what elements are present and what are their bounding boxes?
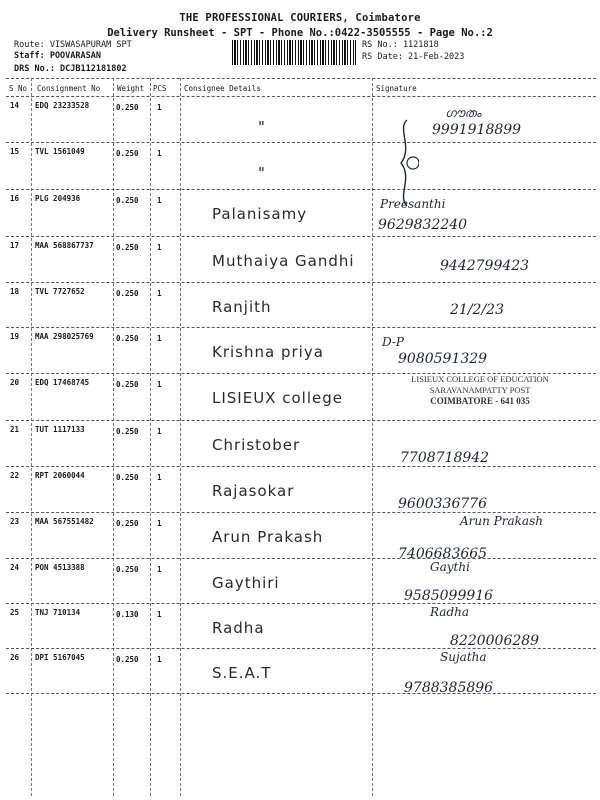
row-consignment-no: MAA 568867737	[35, 241, 94, 250]
row-divider	[6, 512, 596, 513]
row-signature-name: ഗൗതം	[445, 106, 482, 120]
row-consignment-no: TUT 1117133	[35, 425, 85, 434]
row-weight: 0.250	[116, 149, 139, 158]
row-signature-name: D-P	[382, 335, 404, 349]
row-sno: 24	[10, 563, 20, 572]
row-consignee: Gaythiri	[212, 574, 280, 592]
college-stamp	[380, 374, 580, 407]
col-header-weight: Weight	[117, 84, 145, 93]
row-divider	[6, 693, 596, 694]
row-pcs: 1	[157, 103, 162, 112]
col-divider-weight	[150, 78, 151, 796]
row-consignment-no: TVL 1561049	[35, 147, 85, 156]
row-consignee: S.E.A.T	[212, 664, 272, 682]
stamp-line-2: SARAVANAMPATTY POST	[429, 385, 531, 395]
stamp-line-1: LISIEUX COLLEGE OF EDUCATION	[411, 374, 549, 384]
row-divider	[6, 648, 596, 649]
row-weight: 0.250	[116, 565, 139, 574]
rs-number: RS No.: 1121818	[362, 40, 439, 50]
row-consignee: Krishna priya	[212, 343, 324, 361]
route-label: Route: VISWASAPURAM SPT	[14, 40, 132, 50]
row-sno: 17	[10, 241, 20, 250]
row-weight: 0.250	[116, 519, 139, 528]
row-consignment-no: TNJ 710134	[35, 608, 81, 617]
row-weight: 0.250	[116, 380, 139, 389]
row-sno: 26	[10, 653, 20, 662]
row-weight: 0.250	[116, 473, 139, 482]
row-signature-phone: 9442799423	[440, 258, 530, 274]
row-sno: 18	[10, 287, 20, 296]
row-consignee: Muthaiya Gandhi	[212, 252, 355, 270]
table-header-rule	[6, 96, 596, 97]
col-header-consignment: Consignment No	[37, 84, 101, 93]
row-pcs: 1	[157, 243, 162, 252]
drs-label: DRS No.: DCJB112181802	[14, 64, 127, 74]
row-consignment-no: MAA 298025769	[35, 332, 94, 341]
row-sno: 16	[10, 194, 20, 203]
brace-mark	[393, 118, 419, 208]
row-pcs: 1	[157, 427, 162, 436]
row-pcs: 1	[157, 334, 162, 343]
row-signature-phone: 9629832240	[378, 217, 468, 233]
row-signature-phone: 8220006289	[450, 633, 540, 649]
staff-label: Staff: POOVARASAN	[14, 51, 101, 61]
row-divider	[6, 420, 596, 421]
rs-date: RS Date: 21-Feb-2023	[362, 52, 465, 62]
row-signature-phone: 9585099916	[404, 588, 494, 604]
col-divider-consignment	[113, 78, 114, 796]
row-consignee: Arun Prakash	[212, 528, 324, 546]
col-divider-consignee	[372, 78, 373, 796]
row-consignee: Palanisamy	[212, 205, 308, 223]
row-signature-phone: 9788385896	[404, 680, 494, 696]
row-signature-name: Arun Prakash	[460, 514, 543, 528]
row-consignee: LISIEUX college	[212, 389, 343, 407]
row-weight: 0.250	[116, 334, 139, 343]
row-pcs: 1	[157, 610, 162, 619]
row-consignment-no: EDQ 23233528	[35, 101, 90, 110]
col-divider-pcs	[180, 78, 181, 796]
row-consignee: Radha	[212, 619, 265, 637]
row-signature-phone: 9991918899	[432, 122, 522, 138]
row-signature-phone: 9080591329	[398, 351, 488, 367]
row-consignment-no: TVL 7727652	[35, 287, 85, 296]
row-consignment-no: RPT 2060044	[35, 471, 85, 480]
row-pcs: 1	[157, 289, 162, 298]
row-consignment-no: PLG 204936	[35, 194, 81, 203]
row-divider	[6, 466, 596, 467]
row-weight: 0.250	[116, 289, 139, 298]
row-divider	[6, 282, 596, 283]
row-consignee: "	[258, 118, 266, 136]
row-pcs: 1	[157, 196, 162, 205]
row-divider	[6, 236, 596, 237]
row-sno: 19	[10, 332, 20, 341]
row-consignee: Ranjith	[212, 298, 272, 316]
col-header-pcs: PCS	[153, 84, 167, 93]
row-consignee: Rajasokar	[212, 482, 295, 500]
row-signature-name: Gaythi	[430, 560, 470, 574]
table-top-rule	[6, 78, 596, 79]
row-weight: 0.250	[116, 243, 139, 252]
row-divider	[6, 327, 596, 328]
barcode	[232, 40, 356, 65]
row-pcs: 1	[157, 149, 162, 158]
row-divider	[6, 558, 596, 559]
row-signature-name: Sujatha	[440, 650, 487, 664]
row-consignee: "	[258, 164, 266, 182]
row-consignment-no: MAA 567551482	[35, 517, 94, 526]
row-weight: 0.250	[116, 427, 139, 436]
col-header-signature: Signature	[376, 84, 417, 93]
row-weight: 0.250	[116, 655, 139, 664]
row-divider	[6, 142, 596, 143]
row-weight: 0.250	[116, 196, 139, 205]
row-sno: 21	[10, 425, 20, 434]
stamp-line-3: COIMBATORE - 641 035	[430, 396, 530, 406]
row-weight: 0.130	[116, 610, 139, 619]
row-signature-phone: 7708718942	[400, 450, 490, 466]
row-signature-phone: 21/2/23	[450, 302, 504, 318]
col-divider-sno	[31, 78, 32, 796]
col-header-consignee: Consignee Details	[184, 84, 261, 93]
runsheet-subtitle: Delivery Runsheet - SPT - Phone No.:0422-3505555 - Page No.:2	[107, 27, 493, 39]
row-signature-phone: 7406683665	[398, 546, 488, 562]
row-consignment-no: EDQ 17468745	[35, 378, 90, 387]
runsheet-title: THE PROFESSIONAL COURIERS, Coimbatore	[179, 12, 421, 24]
row-divider	[6, 603, 596, 604]
row-consignment-no: PON 4513388	[35, 563, 85, 572]
row-pcs: 1	[157, 473, 162, 482]
row-pcs: 1	[157, 655, 162, 664]
col-header-sno: S No	[9, 84, 28, 93]
row-sno: 20	[10, 378, 20, 387]
row-pcs: 1	[157, 519, 162, 528]
row-sno: 23	[10, 517, 20, 526]
row-signature-name: Radha	[430, 605, 470, 619]
row-sno: 15	[10, 147, 20, 156]
row-signature-phone: 9600336776	[398, 496, 488, 512]
row-consignment-no: DPI 5167045	[35, 653, 85, 662]
row-sno: 22	[10, 471, 20, 480]
row-pcs: 1	[157, 380, 162, 389]
row-pcs: 1	[157, 565, 162, 574]
row-sno: 14	[10, 101, 20, 110]
row-consignee: Christober	[212, 436, 301, 454]
row-divider	[6, 189, 596, 190]
row-weight: 0.250	[116, 103, 139, 112]
row-sno: 25	[10, 608, 20, 617]
row-signature-name: Preesanthi	[380, 197, 446, 211]
